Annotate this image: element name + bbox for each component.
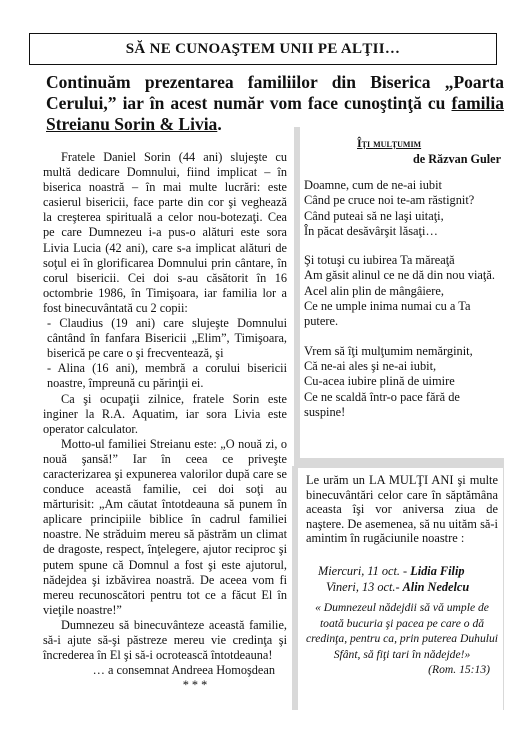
article-signature: … a consemnat Andreea Homoşdean [92,663,275,678]
article-paragraph: Motto-ul familiei Streianu este: „O nouă zi, o nouă şansă!” Iar în ceea ce priveşte caracterizarea şi expunerea valorilor după care se conduce această familie, cei doi soţi au mărturisit: „Am căutat întotdeauna să punem în aplicare principiile biblice în cadrul familiei noastre. Ne străduim mereu să păstrăm un climat de dragoste, respect, înţelegere, ajutor reciproc şi putem spune că Domnul a fost şi este ajutorul, nădejdea şi izbăvirea noastră. De aceea vom fi mereu recunoscători pentru tot ce a făcut El în vieţile noastre!” [43,436,287,617]
birthday-date: Miercuri, 11 oct. - [318,564,411,578]
family-name: familia Streianu Sorin & Livia [46,93,504,134]
birthday-name: Lidia Filip [410,564,465,578]
poem-line: Când puteai să ne laşi uitaţi, [304,208,444,223]
poem-line: Acel alin plin de mângâiere, [304,283,445,298]
family-article [43,150,287,693]
intro-text: Continuăm prezentarea familiilor din Biserica „Poarta Cerului,” iar în acest număr vom face cunoştinţă cu [46,72,504,113]
birthday-entry [318,564,465,579]
article-paragraph: Dumnezeu să binecuvânteze această familie, să-i ajute să-şi păstreze mereu vie credinţa şi încrederea în El şi să-i ocrotească întotdeauna! [43,617,287,663]
article-paragraph: Fratele Daniel Sorin (44 ani) slujeşte cu multă dedicare Domnului, fiind implicat – în biserica noastră – în mai multe lucrări: este casierul bisericii, face parte din cor şi veghează la creşterea spirituală a celor nou-botezaţi. Cea pe care Dumnezeu i-a pus-o alături este sora Livia Lucia (42 ani), care s-a implicat alături de soţul ei în glorificarea Domnului prin cântare, în corul bisericii. Cei doi s-au căsătorit în 16 octombrie 1986, în Timişoara, iar familia lor a fost binecuvântată cu 2 copii: [43,150,287,315]
birthday-name: Alin Nedelcu [402,580,470,594]
verse-reference: (Rom. 15:13) [428,663,490,677]
birthday-intro: Le urăm un LA MULŢI ANI şi multe binecuvântări celor care în săptămâna aceasta îşi vor aniversa ziua de naştere. De asemenea, să nu uităm să-i amintim în rugăciunile noastre : [306,473,498,546]
poem-line: Ce ne umple inima numai cu a Ta putere. [304,299,471,329]
child-item: - Claudius (19 ani) care slujeşte Domnului cântând în fanfara Bisericii „Elim”, Timişoara, biserică pe care o şi frecventează, şi [47,316,287,361]
poem-body [304,178,502,420]
birthday-date: Vineri, 13 oct.- [326,580,403,594]
poem-line: Că ne-ai ales şi ne-ai iubit, [304,358,437,373]
poem-author: de Răzvan Guler [412,152,501,166]
poem-line: În păcat desăvârşit lăsaţi… [304,223,438,238]
poem-line: Când pe cruce noi te-am răstignit? [304,193,475,208]
poem-line: Doamne, cum de ne-ai iubit [304,178,442,192]
poem-line: Cu-acea iubire plină de uimire [304,374,455,389]
intro-end: . [217,114,222,134]
poem-line: Am găsit alinul ce ne dă din nou viaţă. [304,268,495,283]
poem-stanza [304,253,502,329]
poem-line: Vrem să îţi mulţumim nemărginit, [304,343,473,358]
section-title: SĂ NE CUNOAŞTEM UNII PE ALŢII… [29,33,497,65]
separator-stars: * * * [182,678,208,693]
child-item: - Alina (16 ani), membră a corului bisericii noastre, împreună cu părinţii ei. [47,361,287,391]
article-paragraph: Ca şi ocupaţii zilnice, fratele Sorin este inginer la R.A. Aquatim, iar sora Livia este operator calculator. [43,391,287,436]
poem-stanza [304,344,502,420]
bible-verse [304,600,500,678]
poem-line: Şi totuşi cu iubirea Ta măreaţă [304,253,455,268]
poem-title: Îţi mulţumim [357,136,422,150]
poem-line: Ce ne scaldă într-o pace fără de suspine! [304,389,460,419]
poem-stanza [304,178,502,239]
birthday-entry [326,580,469,595]
verse-text: « Dumnezeul nădejdii să vă umple de toată bucuria şi pacea pe care o dă credinţa, pentru ca, prin puterea Duhului Sfânt, să fiţi tari în nădejde!» [305,601,499,661]
